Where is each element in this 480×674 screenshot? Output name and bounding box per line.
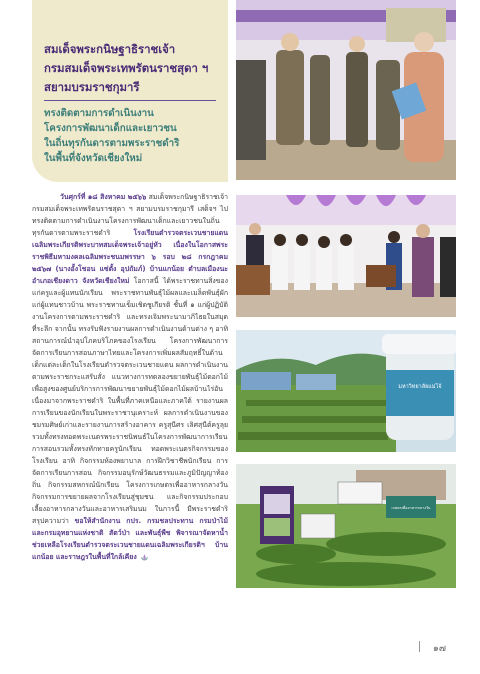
title-divider bbox=[44, 100, 216, 101]
date-lead: วันศุกร์ที่ ๑๘ สิงหาคม ๒๕๖๖ bbox=[60, 193, 147, 201]
royal-remark-highlight: ขอให้สำนักงาน กปร. กรมชลประทาน กรมป่าไม้ และกรมอุทยานแห่งชาติ สัตว์ป่า และพันธุ์พืช พิจารณาจัดหาน้ำช่วยเหลือโรงเรียนตำรวจตระเวนชายแดนเฉลิมพระเกียรติฯ บ้านแกน้อย และราษฎรในพื้นที่ใกล้เคียง bbox=[32, 517, 228, 561]
photo-students bbox=[236, 195, 456, 317]
lotus-end-icon bbox=[140, 554, 149, 561]
body-text-2: โอกาสนี้ ได้พระราชทานสิ่งของแก่ครูและผู้แทนนักเรียน พระราชทานพันธุ์ไม้ผลและเมล็ดพันธุ์ผักแก่ผู้แทนชาวบ้าน พระราชทานเข็มเชิดชูเกียรติ ชั้นที่ ๑ แก่ผู้ปฏิบัติงานโครงการตามพระราชดำริ และทรงเจิมพระนามาภิไธยในสมุดที่ระลึก จากนั้น ทรงรับฟังรายงานผลการดำเนินงานด้านต่าง ๆ อาทิ สถานการณ์นำอุปโภคบริโภคของโรงเรียน โครงการพัฒนาการจัดการเรียนการสอนภาษาไทยและโครงการเพิ่มผลสัมฤทธิ์ในด้านเด็กแต่ละเด็กในโรงเรียนตำรวจตระเวนชายแดน ผลการดำเนินงานตามพระราชกระแสรับสั่ง แนวทางการทดลองขยายพันธุ์ไม้ดอกไม้เพื่อสูงของศูนย์บริการการพัฒนาขยายพันธุ์ไม้ดอกไม้ผลบ้านไร่อันเนื่องมาจากพระราชดำริ ในพื้นที่ภาคเหนือและภาคใต้ รายงานผลการเรียนของนักเรียนในพระราชานุเคราะห์ ผลการดำเนินงานของชมรมศิษย์เก่าและรายงานการสร้างอาคาร ครูสุนีศร เลิศสุนีต์ครูลุย รวมทั้งทรงทอดพระเนตรพระราชนิพนธ์ในโครงการพัฒนาการเรียนการสอนรวมทั้งทรงทักทายครูนักเรียน ทอดพระเนตรกิจกรรมของโรงเรียน อาทิ กิจกรรมห้องพยาบาล การฝึกวิชาชีพนักเรียน การจัดการเรียนการสอน กิจกรรมอนุรักษ์วัฒนธรรมและภูมิปัญญาท้องถิ่น กิจกรรมสหกรณ์นักเรียน โครงการเกษตรเพื่ออาหารกลางวัน กิจกรรมการขยายผลจากโรงเรียนสู่ชุมชน และกิจกรรมประกอบเลี้ยงอาหารกลางวันและอาหารเสริมนม ในการนี้ มีพระราชดำริสรุปความว่า bbox=[32, 277, 228, 525]
title-block bbox=[32, 0, 228, 182]
subtitle-line-2: โครงการพัฒนาเด็กและเยาวชน bbox=[44, 123, 177, 134]
school-name-highlight: โรงเรียนตำรวจตระเวนชายแดนเฉลิมพระเกียรติพระบาทสมเด็จพระเจ้าอยู่หัว เนื่องในโอกาสพระราชพิธีมหามงคลเฉลิมพระชนมพรรษา ๖ รอบ ๒๘ กรกฎาคม ๒๕๖๗ (นางอั้งโชอน แซ่ตั้ง อุปถัมภ์) บ้านแกน้อย ตำบลเมืองนะ อำเภอเชียงดาว จังหวัดเชียงใหม่ bbox=[32, 229, 228, 285]
title-line-2: กรมสมเด็จพระเทพรัตนราชสุดา ฯ bbox=[44, 61, 209, 75]
farm-sign-text: เกษตรเพื่ออาหารกลางวัน bbox=[391, 506, 431, 510]
subtitle-line-4: ในพื้นที่จังหวัดเชียงใหม่ bbox=[44, 153, 143, 164]
photo-farm bbox=[236, 464, 456, 588]
subtitle-line-3: ในถิ่นทุรกันดารตามพระราชดำริ bbox=[44, 138, 180, 149]
page-number-divider bbox=[419, 641, 420, 652]
jar-label: มหาวิทยาลัยแม่โจ้ bbox=[398, 384, 442, 390]
subtitle-line-1: ทรงติดตามการดำเนินงาน bbox=[44, 108, 154, 119]
body-text-1: สมเด็จพระกนิษฐาธิราชเจ้า กรมสมเด็จพระเทพรัตนราชสุดา ฯ สยามบรมราชกุมารี เสด็จฯ ไปทรงติดตามการดำเนินงานโครงการพัฒนาเด็กและเยาวชนในถิ่นทุรกันดารตามพระราชดำริ bbox=[32, 193, 228, 237]
page-number: ๑๗ bbox=[432, 643, 446, 654]
title-line-3: สยามบรมราชกุมารี bbox=[44, 80, 140, 94]
article-paragraph bbox=[32, 191, 228, 563]
title-line-1: สมเด็จพระกนิษฐาธิราชเจ้า bbox=[44, 42, 176, 56]
photo-royal-visit bbox=[236, 0, 456, 180]
article-body bbox=[32, 191, 228, 611]
photo-garden-product bbox=[236, 330, 456, 452]
